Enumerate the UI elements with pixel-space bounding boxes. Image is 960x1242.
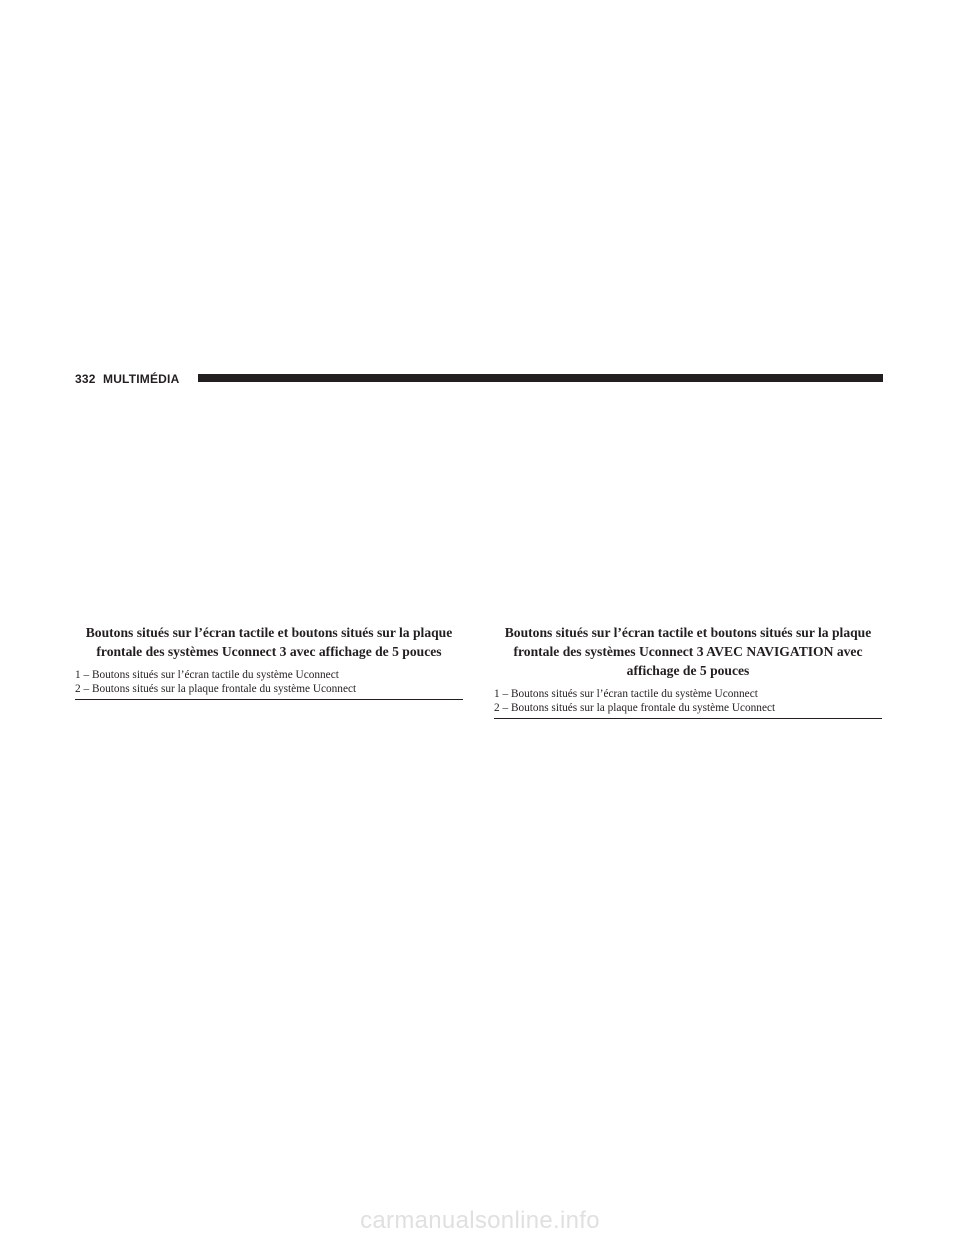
figure-caption-items: [75, 668, 463, 700]
caption-item: 2 – Boutons situés sur la plaque frontale du système Uconnect: [75, 683, 357, 695]
figure-caption-right: [494, 623, 882, 719]
page-header: [75, 368, 885, 390]
figure-caption-title: Boutons situés sur l’écran tactile et boutons situés sur la plaque frontale des systèmes Uconnect 3 avec affichage de 5 pouces: [85, 625, 453, 659]
figure-caption-items: [494, 687, 882, 719]
caption-item: 2 – Boutons situés sur la plaque frontale du système Uconnect: [494, 702, 776, 714]
header-rule: [198, 374, 883, 382]
section-title: MULTIMÉDIA: [103, 372, 180, 386]
figure-caption-title: Boutons situés sur l’écran tactile et boutons situés sur la plaque frontale des systèmes Uconnect 3 AVEC NAVIGATION avec affichage de 5 pouces: [504, 625, 872, 678]
caption-item: 1 – Boutons situés sur l’écran tactile du système Uconnect: [494, 688, 758, 700]
figure-caption-left: [75, 623, 463, 700]
caption-item: 1 – Boutons situés sur l’écran tactile du système Uconnect: [75, 669, 339, 681]
page-number: 332: [75, 372, 96, 386]
watermark: carmanualsonline.info: [360, 1207, 600, 1234]
